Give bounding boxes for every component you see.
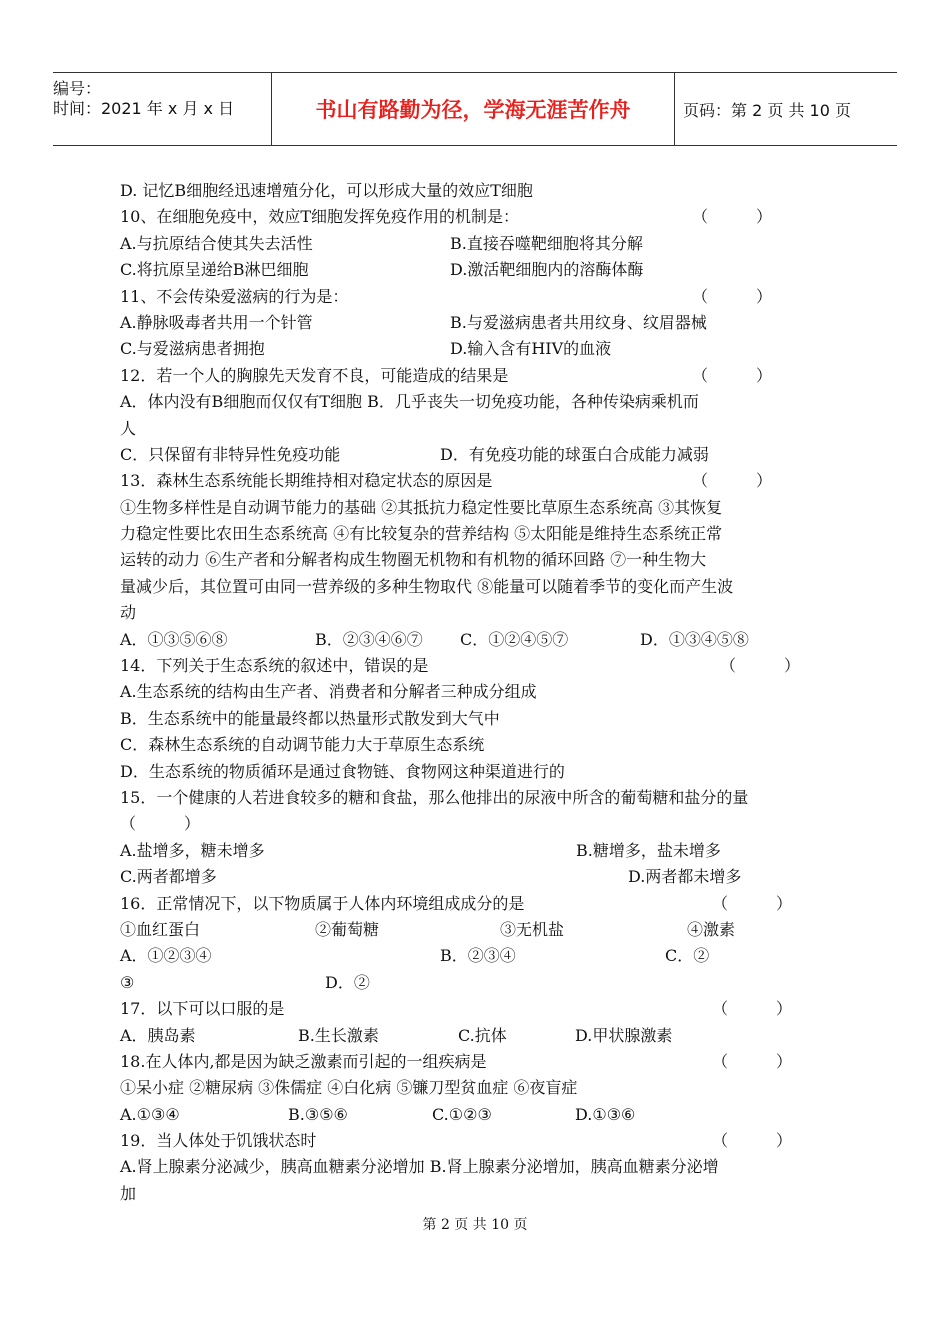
- page-header: [53, 72, 897, 146]
- text-line: [120, 627, 840, 653]
- line-segment: （ ）: [120, 814, 201, 834]
- line-segment: B．②③④: [440, 946, 516, 966]
- line-segment: D.两者都未增多: [628, 867, 742, 887]
- header-motto: 书山有路勤为径，学海无涯苦作舟: [271, 73, 675, 145]
- text-line: [120, 759, 840, 785]
- text-line: [120, 231, 840, 257]
- text-line: [120, 1102, 840, 1128]
- line-segment: C．②: [665, 946, 710, 966]
- line-segment: ①呆小症 ②糖尿病 ③侏儒症 ④白化病 ⑤镰刀型贫血症 ⑥夜盲症: [120, 1078, 578, 1098]
- text-line: [120, 732, 840, 758]
- text-line: [120, 943, 840, 969]
- line-segment: A．胰岛素: [120, 1025, 196, 1045]
- text-line: [120, 891, 840, 917]
- text-line: [120, 389, 840, 415]
- line-segment: ③无机盐: [500, 919, 565, 939]
- text-line: [120, 785, 840, 811]
- answer-bracket: （ ）: [712, 893, 793, 913]
- line-segment: ①生物多样性是自动调节能力的基础 ②其抵抗力稳定性要比草原生态系统高 ③其恢复: [120, 497, 723, 517]
- text-line: [120, 706, 840, 732]
- text-line: [120, 416, 840, 442]
- answer-bracket: （ ）: [692, 471, 773, 491]
- answer-bracket: （ ）: [720, 656, 801, 676]
- text-line: [120, 468, 840, 494]
- text-line: [120, 336, 840, 362]
- line-segment: 加: [120, 1183, 137, 1203]
- header-meta: [53, 73, 271, 145]
- line-segment: 人: [120, 418, 137, 438]
- line-segment: A.生态系统的结构由生产者、消费者和分解者三种成分组成: [120, 682, 537, 702]
- text-line: [120, 204, 840, 230]
- line-segment: A．①②③④: [120, 946, 212, 966]
- line-segment: 19．当人体处于饥饿状态时: [120, 1131, 317, 1151]
- line-segment: C.两者都增多: [120, 867, 217, 887]
- text-line: [120, 1154, 840, 1180]
- text-line: [120, 363, 840, 389]
- text-line: [120, 547, 840, 573]
- text-line: [120, 1049, 840, 1075]
- answer-bracket: （ ）: [712, 1051, 793, 1071]
- text-line: [120, 917, 840, 943]
- line-segment: B.直接吞噬靶细胞将其分解: [450, 233, 643, 253]
- number-label: 编号：: [53, 79, 102, 98]
- line-segment: 动: [120, 603, 137, 623]
- line-segment: C．森林生态系统的自动调节能力大于草原生态系统: [120, 735, 485, 755]
- line-segment: A.①③④: [120, 1104, 180, 1124]
- page-footer: 第 2 页 共 10 页: [422, 1217, 528, 1233]
- line-segment: C．只保留有非特异性免疫功能: [120, 444, 341, 464]
- line-segment: ④激素: [687, 919, 736, 939]
- line-segment: B.与爱滋病患者共用纹身、纹眉器械: [450, 312, 707, 332]
- line-segment: D. 记忆B细胞经迅速增殖分化，可以形成大量的效应T细胞: [120, 181, 533, 200]
- line-segment: D．②: [325, 972, 370, 992]
- line-segment: B.③⑤⑥: [288, 1104, 348, 1124]
- line-segment: 18.在人体内,都是因为缺乏激素而引起的一组疾病是: [120, 1051, 487, 1071]
- header-page-info: 页码：第 2 页 共 10 页: [683, 100, 851, 120]
- text-line: [120, 811, 840, 837]
- text-line: [120, 864, 840, 890]
- line-segment: 10、在细胞免疫中，效应T细胞发挥免疫作用的机制是：: [120, 207, 520, 227]
- line-segment: 力稳定性要比农田生态系统高 ④有比较复杂的营养结构 ⑤太阳能是维持生态系统正常: [120, 524, 723, 544]
- text-line: [120, 310, 840, 336]
- text-line: [120, 1181, 840, 1207]
- text-line: [120, 1075, 840, 1101]
- line-segment: A.静脉吸毒者共用一个针管: [120, 312, 313, 332]
- line-segment: D．生态系统的物质循环是通过食物链、食物网这种渠道进行的: [120, 761, 565, 781]
- text-line: [120, 996, 840, 1022]
- text-line: [120, 970, 840, 996]
- line-segment: B.糖增多，盐未增多: [576, 840, 721, 860]
- line-segment: D.甲状腺激素: [575, 1025, 673, 1045]
- line-segment: C．①②④⑤⑦: [460, 629, 569, 649]
- text-line: [120, 495, 840, 521]
- line-segment: D.激活靶细胞内的溶酶体酶: [450, 260, 644, 280]
- line-segment: 15．一个健康的人若进食较多的糖和食盐，那么他排出的尿液中所含的葡萄糖和盐分的量: [120, 787, 749, 807]
- line-segment: A．①③⑤⑥⑧: [120, 629, 228, 649]
- line-segment: ②葡萄糖: [315, 919, 380, 939]
- line-segment: 16．正常情况下，以下物质属于人体内环境组成成分的是: [120, 893, 525, 913]
- line-segment: C.①②③: [432, 1104, 492, 1124]
- line-segment: A.肾上腺素分泌减少，胰高血糖素分泌增加 B.肾上腺素分泌增加，胰高血糖素分泌增: [120, 1157, 719, 1177]
- line-segment: B.生长激素: [298, 1025, 379, 1045]
- line-segment: D．①③④⑤⑧: [640, 629, 749, 649]
- line-segment: 17．以下可以口服的是: [120, 999, 285, 1019]
- line-segment: D.输入含有HIV的血液: [450, 339, 612, 359]
- line-segment: A.与抗原结合使其失去活性: [120, 233, 313, 253]
- line-segment: C.抗体: [458, 1025, 507, 1045]
- text-line: [120, 442, 840, 468]
- answer-bracket: （ ）: [712, 1131, 793, 1151]
- text-line: [120, 653, 840, 679]
- answer-bracket: （ ）: [692, 365, 773, 385]
- answer-bracket: （ ）: [712, 999, 793, 1019]
- line-segment: 13．森林生态系统能长期维持相对稳定状态的原因是: [120, 471, 493, 491]
- line-segment: 运转的动力 ⑥生产者和分解者构成生物圈无机物和有机物的循环回路 ⑦一种生物大: [120, 550, 707, 570]
- text-line: [120, 574, 840, 600]
- time-label: 时间：2021 年 x 月 x 日: [53, 99, 235, 118]
- line-segment: D．有免疫功能的球蛋白合成能力减弱: [440, 444, 709, 464]
- line-segment: B．生态系统中的能量最终都以热量形式散发到大气中: [120, 708, 500, 728]
- answer-bracket: （ ）: [692, 207, 773, 227]
- line-segment: ③: [120, 972, 135, 992]
- text-line: [120, 1023, 840, 1049]
- line-segment: A．体内没有B细胞而仅仅有T细胞 B．几乎丧失一切免疫功能，各种传染病乘机而: [120, 392, 699, 412]
- line-segment: A.盐增多，糖未增多: [120, 840, 265, 860]
- text-line: [120, 838, 840, 864]
- line-segment: 量减少后，其位置可由同一营养级的多种生物取代 ⑧能量可以随着季节的变化而产生波: [120, 576, 734, 596]
- line-segment: D.①③⑥: [575, 1104, 636, 1124]
- text-line: [120, 521, 840, 547]
- line-segment: 12．若一个人的胸腺先天发育不良，可能造成的结果是: [120, 365, 509, 385]
- text-line: [120, 284, 840, 310]
- answer-bracket: （ ）: [692, 286, 773, 306]
- text-line: [120, 257, 840, 283]
- line-segment: 11、不会传染爱滋病的行为是：: [120, 286, 349, 306]
- text-line: [120, 600, 840, 626]
- question-body: [120, 178, 840, 1207]
- line-segment: C.将抗原呈递给B淋巴细胞: [120, 260, 309, 280]
- text-line: [120, 1128, 840, 1154]
- text-line: [120, 679, 840, 705]
- line-segment: 14．下列关于生态系统的叙述中，错误的是: [120, 656, 429, 676]
- text-line: [120, 178, 840, 204]
- line-segment: ①血红蛋白: [120, 919, 201, 939]
- line-segment: C.与爱滋病患者拥抱: [120, 339, 265, 359]
- line-segment: B．②③④⑥⑦: [315, 629, 423, 649]
